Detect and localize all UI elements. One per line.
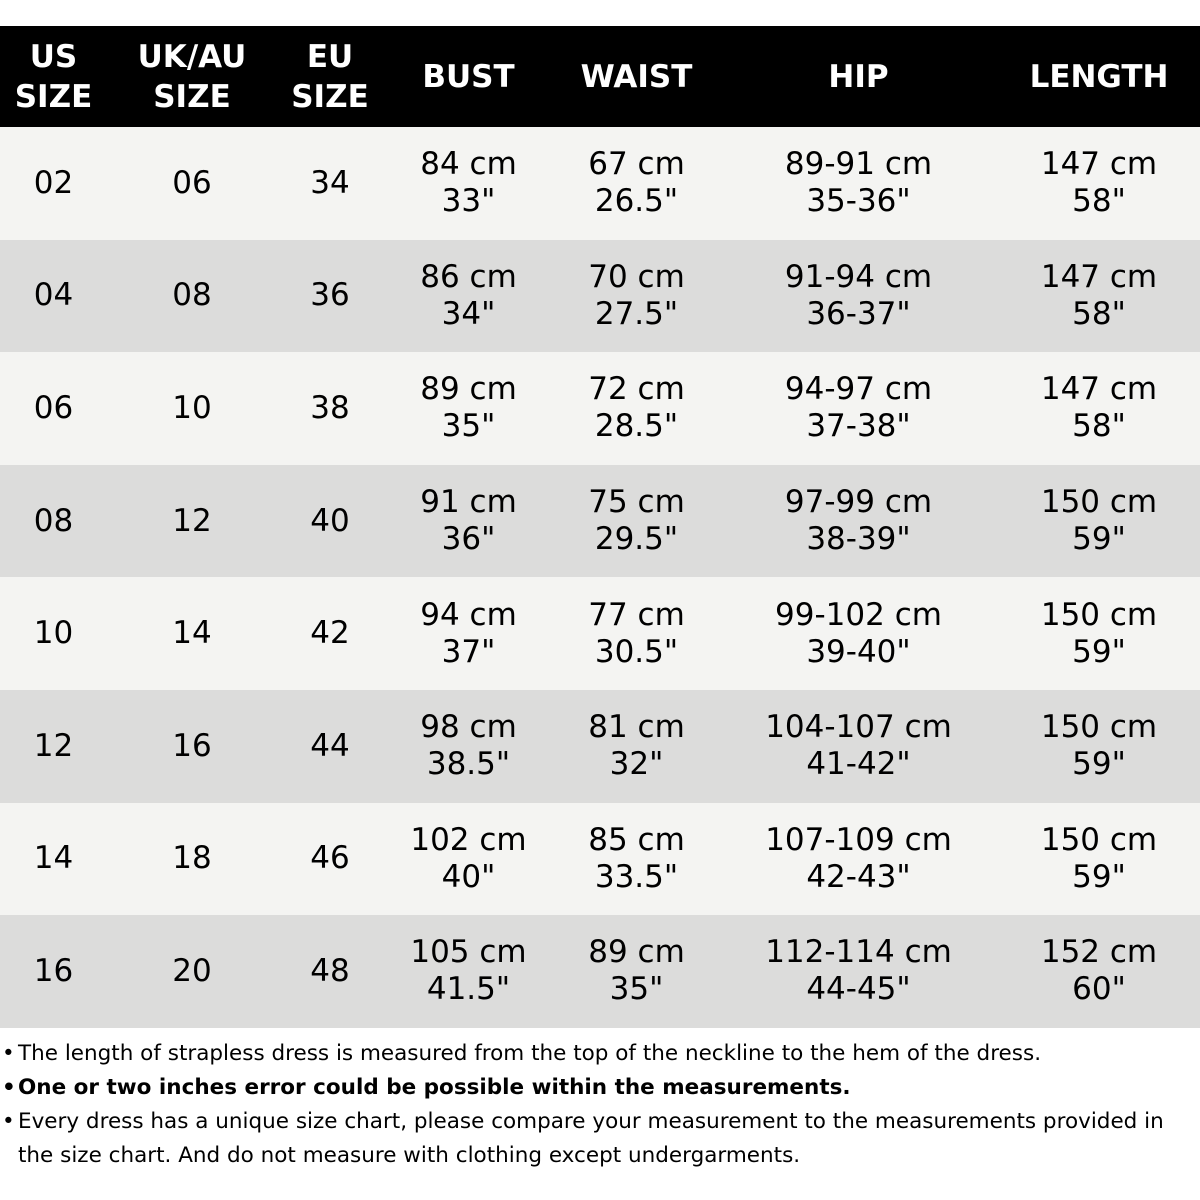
note-text: Every dress has a unique size chart, please compare your measurement to the measurements provided in the size chart. And do not measure with clothing except undergarments. xyxy=(18,1109,1164,1168)
cell-length: 150 cm 59" xyxy=(1040,484,1158,558)
cell-uk-au-size: 08 xyxy=(172,277,212,314)
cell-eu-size: 48 xyxy=(310,952,350,989)
cell-bust: 89 cm 35" xyxy=(420,371,517,445)
size-chart-table xyxy=(0,26,1200,1028)
cell-hip: 112-114 cm 44-45" xyxy=(765,934,952,1008)
table-row xyxy=(0,803,1200,916)
cell-eu-size: 34 xyxy=(310,164,350,201)
cell-uk-au-size: 10 xyxy=(172,389,212,426)
cell-uk-au-size: 06 xyxy=(172,164,212,201)
cell-length: 147 cm 58" xyxy=(1040,258,1158,332)
header-hip: HIP xyxy=(828,58,889,95)
note-item xyxy=(0,1037,1200,1071)
cell-uk-au-size: 16 xyxy=(172,727,212,764)
cell-us-size: 16 xyxy=(33,952,74,989)
cell-us-size: 06 xyxy=(33,389,74,426)
cell-bust: 102 cm 40" xyxy=(410,821,527,895)
cell-waist: 75 cm 29.5" xyxy=(588,484,685,558)
cell-bust: 84 cm 33" xyxy=(420,146,517,220)
measurement-notes xyxy=(0,1037,1200,1173)
cell-us-size: 14 xyxy=(33,840,74,877)
cell-waist: 81 cm 32" xyxy=(588,709,685,783)
cell-waist: 72 cm 28.5" xyxy=(588,371,685,445)
cell-waist: 89 cm 35" xyxy=(588,934,685,1008)
cell-us-size: 12 xyxy=(33,727,74,764)
cell-hip: 94-97 cm 37-38" xyxy=(784,371,933,445)
header-eu-size: EU SIZE xyxy=(291,38,369,115)
cell-waist: 70 cm 27.5" xyxy=(588,258,685,332)
table-row xyxy=(0,352,1200,465)
cell-waist: 67 cm 26.5" xyxy=(588,146,685,220)
bullet-icon: • xyxy=(2,1075,16,1100)
cell-hip: 97-99 cm 38-39" xyxy=(784,484,933,558)
cell-bust: 105 cm 41.5" xyxy=(410,934,527,1008)
cell-length: 147 cm 58" xyxy=(1040,146,1158,220)
cell-bust: 91 cm 36" xyxy=(420,484,517,558)
cell-us-size: 02 xyxy=(33,164,74,201)
cell-length: 152 cm 60" xyxy=(1040,934,1158,1008)
cell-bust: 94 cm 37" xyxy=(420,596,517,670)
table-row xyxy=(0,577,1200,690)
cell-eu-size: 44 xyxy=(310,727,350,764)
cell-hip: 91-94 cm 36-37" xyxy=(784,258,933,332)
cell-hip: 104-107 cm 41-42" xyxy=(765,709,952,783)
cell-bust: 86 cm 34" xyxy=(420,258,517,332)
bullet-icon: • xyxy=(2,1109,15,1134)
cell-uk-au-size: 12 xyxy=(172,502,212,539)
cell-eu-size: 42 xyxy=(310,615,350,652)
cell-length: 150 cm 59" xyxy=(1040,596,1158,670)
cell-hip: 99-102 cm 39-40" xyxy=(775,596,942,670)
cell-us-size: 10 xyxy=(33,615,74,652)
cell-uk-au-size: 18 xyxy=(172,840,212,877)
table-row xyxy=(0,127,1200,240)
header-waist: WAIST xyxy=(580,58,693,95)
cell-hip: 107-109 cm 42-43" xyxy=(765,821,952,895)
header-bust: BUST xyxy=(422,58,515,95)
cell-length: 147 cm 58" xyxy=(1040,371,1158,445)
cell-uk-au-size: 14 xyxy=(172,615,212,652)
cell-eu-size: 36 xyxy=(310,277,350,314)
note-text: The length of strapless dress is measured from the top of the neckline to the hem of the dress. xyxy=(18,1041,1042,1066)
note-item xyxy=(0,1071,1200,1105)
header-us-size: US SIZE xyxy=(14,38,93,115)
cell-waist: 77 cm 30.5" xyxy=(588,596,685,670)
cell-length: 150 cm 59" xyxy=(1040,709,1158,783)
cell-hip: 89-91 cm 35-36" xyxy=(784,146,933,220)
table-row xyxy=(0,465,1200,578)
table-row xyxy=(0,690,1200,803)
table-row xyxy=(0,240,1200,353)
cell-us-size: 08 xyxy=(33,502,74,539)
table-row xyxy=(0,915,1200,1028)
note-text: One or two inches error could be possible within the measurements. xyxy=(18,1075,851,1100)
header-length: LENGTH xyxy=(1029,58,1169,95)
table-header-row xyxy=(0,26,1200,127)
cell-eu-size: 46 xyxy=(310,840,350,877)
note-item xyxy=(0,1105,1200,1173)
cell-waist: 85 cm 33.5" xyxy=(588,821,685,895)
cell-bust: 98 cm 38.5" xyxy=(420,709,517,783)
cell-eu-size: 38 xyxy=(310,389,350,426)
bullet-icon: • xyxy=(2,1041,15,1066)
header-uk-au-size: UK/AU SIZE xyxy=(137,38,247,115)
cell-us-size: 04 xyxy=(33,277,74,314)
cell-length: 150 cm 59" xyxy=(1040,821,1158,895)
cell-uk-au-size: 20 xyxy=(172,952,212,989)
cell-eu-size: 40 xyxy=(310,502,350,539)
